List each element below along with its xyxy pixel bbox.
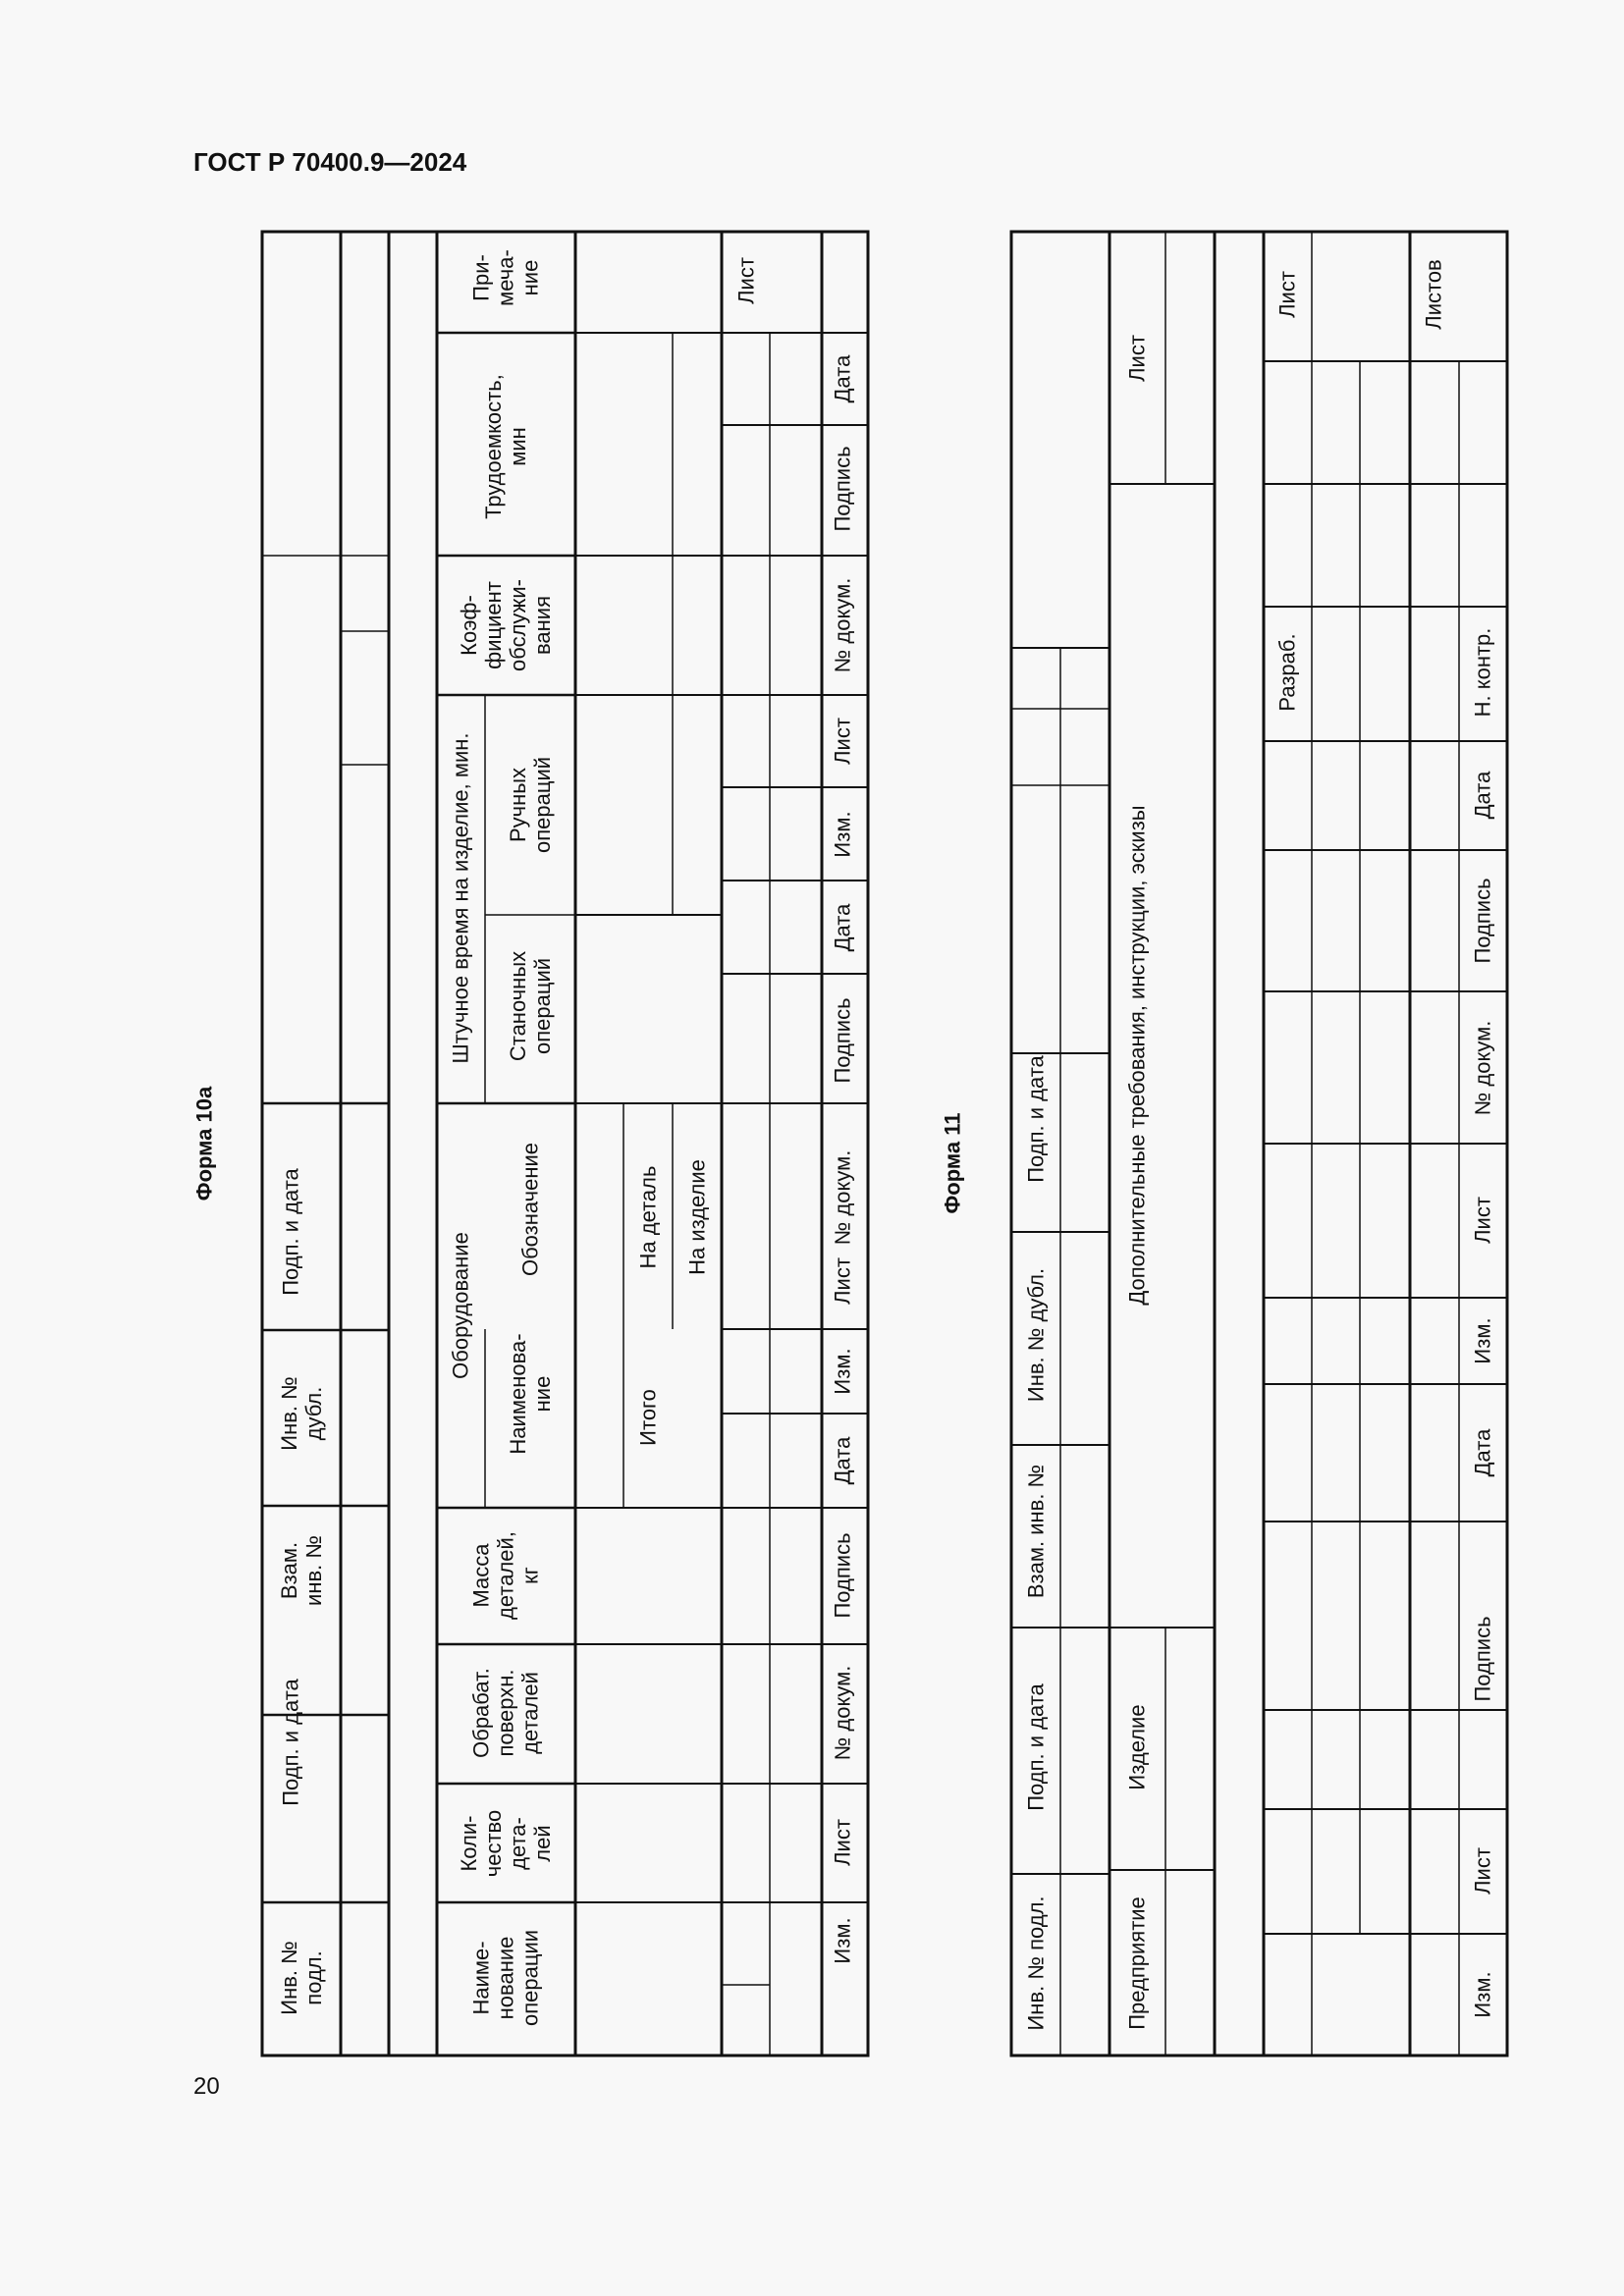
- form11-stamp-podpis-2-line: Подпись: [1470, 878, 1495, 964]
- form10a-itogo-label: [636, 1389, 661, 1446]
- form10a-stamp-izm-3-line: Изм.: [830, 811, 855, 858]
- form10a-col-equipment-name: [506, 1333, 555, 1454]
- form10a-stamp-list-3-line: Лист: [830, 718, 855, 765]
- form10a-vzam-inv-label-line: Взам.: [277, 1541, 302, 1600]
- form10a-outline: [262, 232, 868, 2056]
- form11-stamp-list: [1471, 1847, 1495, 1895]
- form11-stamp-list-right: [1275, 271, 1300, 318]
- form11-stamp-data: [1471, 1428, 1495, 1476]
- form10a-stamp-n-dokum: [831, 1666, 855, 1761]
- form11-inv-dubl-label: [1024, 1268, 1049, 1402]
- form10a-stamp-podpis-line: Подпись: [830, 1532, 855, 1619]
- form11-inv-podl-label: [1024, 1896, 1049, 2030]
- form11-stamp-data-2-line: Дата: [1470, 771, 1495, 820]
- form10a-stamp-izm: [831, 1917, 855, 1963]
- form11-stamp-podpis-2: [1471, 878, 1495, 963]
- form10a-col-parts-count-line: дета-: [506, 1817, 531, 1870]
- form10a-col-operation-name-line: нование: [493, 1936, 518, 2020]
- form10a-stamp-data: [831, 1436, 855, 1484]
- form10a-col-equipment-designation: [518, 1143, 543, 1276]
- form10a-stamp-data-3: [831, 354, 855, 402]
- form11-product-label-line: Изделие: [1124, 1704, 1150, 1790]
- form10a-stamp-izm-3: [831, 811, 855, 857]
- form10a-col-parts-mass: [469, 1531, 543, 1620]
- form10a-stamp-izm-2-line: Изм.: [830, 1348, 855, 1395]
- form10a-stamp-data-line: Дата: [830, 1436, 855, 1485]
- form10a-col-processed-surfaces-line: деталей: [517, 1672, 543, 1754]
- form11-vzam-inv-label-line: Взам. инв. №: [1023, 1464, 1049, 1599]
- form10a-col-equipment-name-line: ние: [530, 1375, 556, 1413]
- form11-stamp-list-2: [1471, 1197, 1495, 1244]
- form11-podp-data-2-label: [1024, 1054, 1049, 1182]
- form11-stamp-podpis: [1471, 1616, 1495, 1701]
- form11-product-label: [1125, 1704, 1150, 1789]
- form10a-vzam-inv-label: [277, 1535, 326, 1606]
- form10a-col-operation-name: [469, 1930, 543, 2026]
- form10a-col-parts-count: [457, 1810, 555, 1877]
- form10a-inv-dubl-label-line: Инв. №: [277, 1376, 302, 1451]
- form10a-col-processed-surfaces-line: Обрабат.: [468, 1668, 494, 1758]
- form11-stamp-izm-2-line: Изм.: [1470, 1317, 1495, 1364]
- form11-sheet-label: [1125, 335, 1150, 382]
- form10a-col-parts-count-line: Коли-: [457, 1815, 482, 1872]
- form10a-stamp-data-2: [831, 903, 855, 951]
- form11-stamp-list-line: Лист: [1470, 1847, 1495, 1895]
- form11-stamp-izm-2: [1471, 1317, 1495, 1363]
- form11-stamp-razrab-line: Разраб.: [1274, 633, 1300, 712]
- form10a-col-service-coeff-line: фициент: [481, 581, 507, 669]
- form11-inv-podl-label-line: Инв. № подл.: [1023, 1896, 1049, 2031]
- form11-requirements-label: [1125, 805, 1150, 1305]
- form11-enterprise-label: [1125, 1896, 1150, 2030]
- form10a-col-note-line: ние: [517, 259, 543, 296]
- form10a-stamp-list-3: [831, 718, 855, 765]
- form10a-col-parts-count-line: лей: [530, 1825, 556, 1862]
- form11-stamp-listov-line: Листов: [1421, 259, 1446, 330]
- form10a-stamp-n-dokum-3-line: № докум.: [830, 577, 855, 673]
- form10a-stamp-list-2: [831, 1257, 855, 1305]
- form10a-col-service-coeff-line: Коэф-: [457, 595, 482, 656]
- form11-vzam-inv-label: [1024, 1465, 1049, 1598]
- form11-stamp-n-kontr-line: Н. контр.: [1470, 627, 1495, 718]
- form11-enterprise-label-line: Предприятие: [1124, 1896, 1150, 2030]
- form10a-col-equipment-designation-line: Обозначение: [517, 1142, 543, 1277]
- form10a-col-operation-name-line: Наиме-: [468, 1941, 494, 2015]
- form10a-col-parts-count-line: чество: [481, 1809, 507, 1878]
- form11-stamp-data-2: [1471, 771, 1495, 819]
- form10a-col-service-coeff-line: вания: [530, 595, 556, 656]
- form11-stamp-podpis-line: Подпись: [1470, 1616, 1495, 1702]
- form10a-col-service-coeff-line: обслужи-: [506, 578, 531, 672]
- form10a-col-labor: [481, 374, 530, 519]
- form10a-col-parts-mass-line: Масса: [468, 1543, 494, 1608]
- form10a-podp-data-label-line: Подп. и дата: [278, 1679, 303, 1806]
- page-number: 20: [193, 2073, 220, 2100]
- form11-stamp-list-2-line: Лист: [1470, 1197, 1495, 1244]
- form10a-na-detal-label: [636, 1166, 661, 1269]
- form10a-na-detal-label-line: На деталь: [635, 1165, 661, 1269]
- form10a-stamp-n-dokum-line: № докум.: [830, 1665, 855, 1761]
- form11-stamp-data-line: Дата: [1470, 1428, 1495, 1477]
- form11-podp-data-2-label-line: Подп. и дата: [1023, 1055, 1049, 1183]
- form10a-col-note-line: При-: [468, 254, 494, 301]
- form10a-col-parts-mass-line: кг: [517, 1567, 543, 1584]
- form10a-col-equipment-line: Оборудование: [448, 1232, 473, 1379]
- form10a-stamp-data-3-line: Дата: [830, 354, 855, 403]
- form10a-col-equipment: [449, 1232, 473, 1379]
- form10a-stamp-n-dokum-3: [831, 578, 855, 673]
- document-header: ГОСТ Р 70400.9—2024: [193, 147, 467, 177]
- form10a-stamp-podpis-3-line: Подпись: [830, 446, 855, 532]
- form10a-na-izdelie-label: [685, 1159, 710, 1275]
- form10a-inv-podl-label-line: Инв. №: [277, 1941, 302, 2015]
- form10a-stamp-list-line: Лист: [830, 1819, 855, 1866]
- form10a-stamp-podpis-3: [831, 446, 855, 531]
- form10a-inv-dubl-label-line: дубл.: [301, 1386, 327, 1441]
- form10a-col-processed-surfaces-line: поверхн.: [493, 1669, 518, 1757]
- form11-podp-data-label-line: Подп. и дата: [1023, 1683, 1049, 1811]
- form10a-col-machine-ops: [506, 951, 555, 1061]
- form10a-col-note: [469, 249, 543, 306]
- form10a-inv-podl-label-line: подл.: [301, 1950, 327, 2005]
- form10a-stamp-data-2-line: Дата: [830, 903, 855, 952]
- form10a-col-labor-line: Трудоемкость,: [481, 374, 507, 519]
- form10a-col-service-coeff: [457, 579, 555, 671]
- form10a-stamp-izm-2: [831, 1348, 855, 1394]
- form11-stamp-izm: [1471, 1971, 1495, 2017]
- form11-stamp-razrab: [1275, 633, 1300, 711]
- form10a-col-processed-surfaces: [469, 1668, 543, 1758]
- form10a-col-manual-ops-line: операций: [530, 756, 556, 854]
- form10a-stamp-n-dokum-2-line: № докум.: [830, 1149, 855, 1246]
- form10a-col-operation-name-line: операции: [517, 1929, 543, 2027]
- form10a-inv-dubl-label: [277, 1376, 326, 1450]
- form10a-stamp-podpis: [831, 1532, 855, 1618]
- form10a-col-machine-ops-line: операций: [530, 957, 556, 1055]
- form11-stamp-izm-line: Изм.: [1470, 1971, 1495, 2018]
- form10a-na-izdelie-label-line: На изделие: [684, 1159, 710, 1275]
- form10a-col-parts-mass-line: деталей,: [493, 1531, 518, 1620]
- form10a-stamp-sheet-line: Лист: [733, 257, 759, 304]
- form11-caption: [941, 1113, 965, 1214]
- form10a-col-machine-ops-line: Станочных: [506, 950, 531, 1062]
- form11-sheet-label-line: Лист: [1124, 335, 1150, 382]
- form10a-itogo-label-line: Итого: [635, 1389, 661, 1446]
- form10a-col-piece-time: [449, 733, 473, 1064]
- form11-inv-dubl-label-line: Инв. № дубл.: [1023, 1267, 1049, 1403]
- form10a-stamp-sheet: [734, 257, 759, 304]
- form10a-vzam-inv-label-line: инв. №: [301, 1535, 327, 1606]
- form10a-stamp-podpis-2-line: Подпись: [830, 997, 855, 1084]
- form10a-col-piece-time-line: Штучное время на изделие, мин.: [448, 732, 473, 1064]
- form10a-stamp-list: [831, 1819, 855, 1866]
- form10a-stamp-list-2-line: Лист: [830, 1257, 855, 1305]
- form10a-col-manual-ops-line: Ручных: [506, 767, 531, 843]
- form11-stamp-n-dokum-line: № докум.: [1470, 1020, 1495, 1116]
- form10a-podp-data-2-label: [279, 1167, 303, 1295]
- form10a-col-note-line: меча-: [493, 249, 518, 306]
- form10a-stamp-podpis-2: [831, 997, 855, 1083]
- form10a-col-equipment-name-line: Наименова-: [506, 1333, 531, 1455]
- form11-stamp-n-kontr: [1471, 628, 1495, 718]
- form11-stamp-listov: [1422, 259, 1446, 329]
- form10a-stamp-izm-line: Изм.: [830, 1917, 855, 1964]
- form11-stamp-list-right-line: Лист: [1274, 271, 1300, 318]
- form10a-podp-data-2-label-line: Подп. и дата: [278, 1168, 303, 1296]
- form10a-stamp-n-dokum-2: [831, 1150, 855, 1246]
- form10a-podp-data-label: [279, 1678, 303, 1805]
- form10a-caption-line: Форма 10а: [191, 1086, 217, 1201]
- form10a-caption: [192, 1086, 217, 1201]
- form10a-col-manual-ops: [506, 757, 555, 853]
- form10a-inv-podl-label: [277, 1941, 326, 2014]
- form10a-col-labor-line: мин: [506, 427, 531, 466]
- form11-stamp-n-dokum: [1471, 1021, 1495, 1116]
- form11-caption-line: Форма 11: [940, 1112, 965, 1214]
- form11-podp-data-label: [1024, 1682, 1049, 1810]
- form11-requirements-label-line: Дополнительные требования, инструкции, эскизы: [1124, 805, 1150, 1306]
